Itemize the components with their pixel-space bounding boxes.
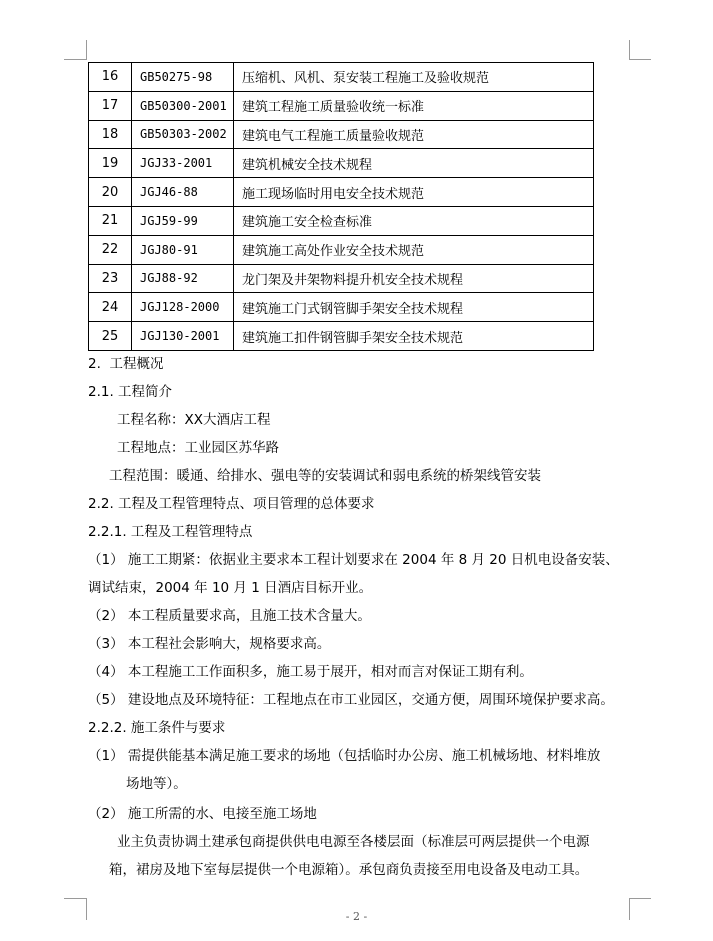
standard-code: JGJ88-92: [132, 264, 234, 293]
table-row: [89, 293, 594, 322]
table-row: [89, 322, 594, 351]
row-number: 17: [89, 91, 132, 120]
standard-title: 建筑施工高处作业安全技术规范: [234, 235, 594, 264]
standard-code: GB50275-98: [132, 63, 234, 92]
standard-title: 建筑工程施工质量验收统一标准: [234, 91, 594, 120]
list-item-3: （3） 本工程社会影响大，规格要求高。: [88, 636, 331, 652]
table-row: [89, 149, 594, 178]
project-site: 工程地点：工业园区苏华路: [117, 440, 279, 456]
standard-code: JGJ130-2001: [132, 322, 234, 351]
table-row: [89, 63, 594, 92]
condition-item-1: （1） 需提供能基本满足施工要求的场地（包括临时办公房、施工机械场地、材料堆放: [88, 748, 601, 764]
standard-title: 龙门架及井架物料提升机安全技术规程: [234, 264, 594, 293]
standard-title: 建筑施工扣件钢管脚手架安全技术规范: [234, 322, 594, 351]
standard-code: JGJ128-2000: [132, 293, 234, 322]
row-number: 21: [89, 206, 132, 235]
paragraph-line-1: 业主负责协调土建承包商提供供电电源至各楼层面（标准层可两层提供一个电源: [117, 834, 590, 850]
table-row: [89, 206, 594, 235]
page-number: - 2 -: [345, 910, 368, 923]
list-item-5: （5） 建设地点及环境特征：工程地点在市工业园区，交通方便，周围环境保护要求高。: [88, 692, 614, 708]
table-row: [89, 91, 594, 120]
standard-title: 建筑电气工程施工质量验收规范: [234, 120, 594, 149]
standard-title: 施工现场临时用电安全技术规范: [234, 178, 594, 207]
list-item-1-cont: 调试结束，2004 年 10 月 1 日酒店目标开业。: [88, 580, 373, 596]
crop-mark-bottom-right-h: [629, 898, 651, 899]
crop-mark-top-left-h: [64, 59, 86, 60]
row-number: 23: [89, 264, 132, 293]
crop-mark-bottom-left-h: [64, 898, 86, 899]
project-scope: 工程范围：暖通、给排水、强电等的安装调试和弱电系统的桥架线管安装: [109, 468, 541, 484]
row-number: 16: [89, 63, 132, 92]
section-heading-2: 2. 工程概况: [88, 356, 164, 372]
standard-code: JGJ46-88: [132, 178, 234, 207]
condition-item-2: （2） 施工所需的水、电接至施工场地: [88, 806, 317, 822]
list-item-1: （1） 施工工期紧：依据业主要求本工程计划要求在 2004 年 8 月 20 日机电设备安装、: [88, 552, 619, 568]
project-name: 工程名称：XX大酒店工程: [117, 412, 271, 428]
table-row: [89, 264, 594, 293]
crop-mark-top-left-v: [86, 40, 87, 60]
list-item-4: （4） 本工程施工工作面积多，施工易于展开，相对而言对保证工期有利。: [88, 664, 533, 680]
row-number: 24: [89, 293, 132, 322]
table-row: [89, 120, 594, 149]
standards-table: [88, 62, 594, 351]
table-row: [89, 178, 594, 207]
row-number: 18: [89, 120, 132, 149]
row-number: 25: [89, 322, 132, 351]
standard-code: JGJ80-91: [132, 235, 234, 264]
standard-title: 建筑施工门式钢管脚手架安全技术规程: [234, 293, 594, 322]
standard-title: 压缩机、风机、泵安装工程施工及验收规范: [234, 63, 594, 92]
section-heading-2-1: 2.1. 工程简介: [88, 384, 173, 400]
section-heading-2-2-2: 2.2.2. 施工条件与要求: [88, 720, 226, 736]
section-heading-2-2: 2.2. 工程及工程管理特点、项目管理的总体要求: [88, 496, 375, 512]
row-number: 19: [89, 149, 132, 178]
row-number: 20: [89, 178, 132, 207]
condition-item-1-cont: 场地等）。: [126, 776, 187, 792]
standard-code: GB50303-2002: [132, 120, 234, 149]
standard-title: 建筑机械安全技术规程: [234, 149, 594, 178]
standard-title: 建筑施工安全检查标准: [234, 206, 594, 235]
standard-code: JGJ33-2001: [132, 149, 234, 178]
table-row: [89, 235, 594, 264]
section-heading-2-2-1: 2.2.1. 工程及工程管理特点: [88, 524, 253, 540]
list-item-2: （2） 本工程质量要求高，且施工技术含量大。: [88, 608, 371, 624]
standard-code: JGJ59-99: [132, 206, 234, 235]
crop-mark-top-right-v: [629, 40, 630, 60]
standard-code: GB50300-2001: [132, 91, 234, 120]
crop-mark-top-right-h: [629, 59, 651, 60]
paragraph-line-2: 箱，裙房及地下室每层提供一个电源箱）。承包商负责接至用电设备及电动工具。: [109, 862, 589, 878]
row-number: 22: [89, 235, 132, 264]
